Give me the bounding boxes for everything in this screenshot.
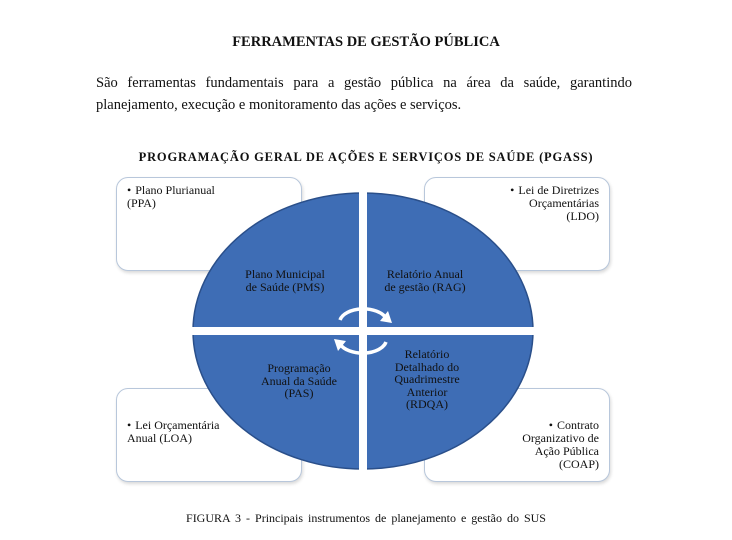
corner-label-coap: Contrato Organizativo de Ação Pública (COAP) <box>522 418 599 471</box>
corner-label-ppa: Plano Plurianual (PPA) <box>127 183 215 210</box>
diagram-title: PROGRAMAÇÃO GERAL DE AÇÕES E SERVIÇOS DE SAÚDE (PGASS) <box>138 150 594 164</box>
corner-label-loa: Lei Orçamentária Anual (LOA) <box>127 418 220 445</box>
pgass-circle <box>190 190 536 472</box>
segment-pas: Programação Anual da Saúde (PAS) <box>261 361 337 400</box>
bullet-icon: • <box>548 418 553 432</box>
figure-caption: FIGURA 3 - Principais instrumentos de planejamento e gestão do SUS <box>186 511 546 525</box>
bullet-icon: • <box>127 418 132 432</box>
bullet-icon: • <box>510 183 515 197</box>
segment-rag: Relatório Anual de gestão (RAG) <box>384 267 466 294</box>
segment-rdqa: Relatório Detalhado do Quadrimestre Anterior (RDQA) <box>394 347 460 411</box>
intro-paragraph: São ferramentas fundamentais para a gestão pública na área da saúde, garantindo planejamento, execução e monitoramento das ações e serviços. <box>96 75 632 113</box>
bullet-icon: • <box>127 183 132 197</box>
corner-label-ldo: Lei de Diretrizes Orçamentárias (LDO) <box>518 183 599 223</box>
page-title: FERRAMENTAS DE GESTÃO PÚBLICA <box>232 34 500 50</box>
segment-pms: Plano Municipal de Saúde (PMS) <box>245 267 325 294</box>
